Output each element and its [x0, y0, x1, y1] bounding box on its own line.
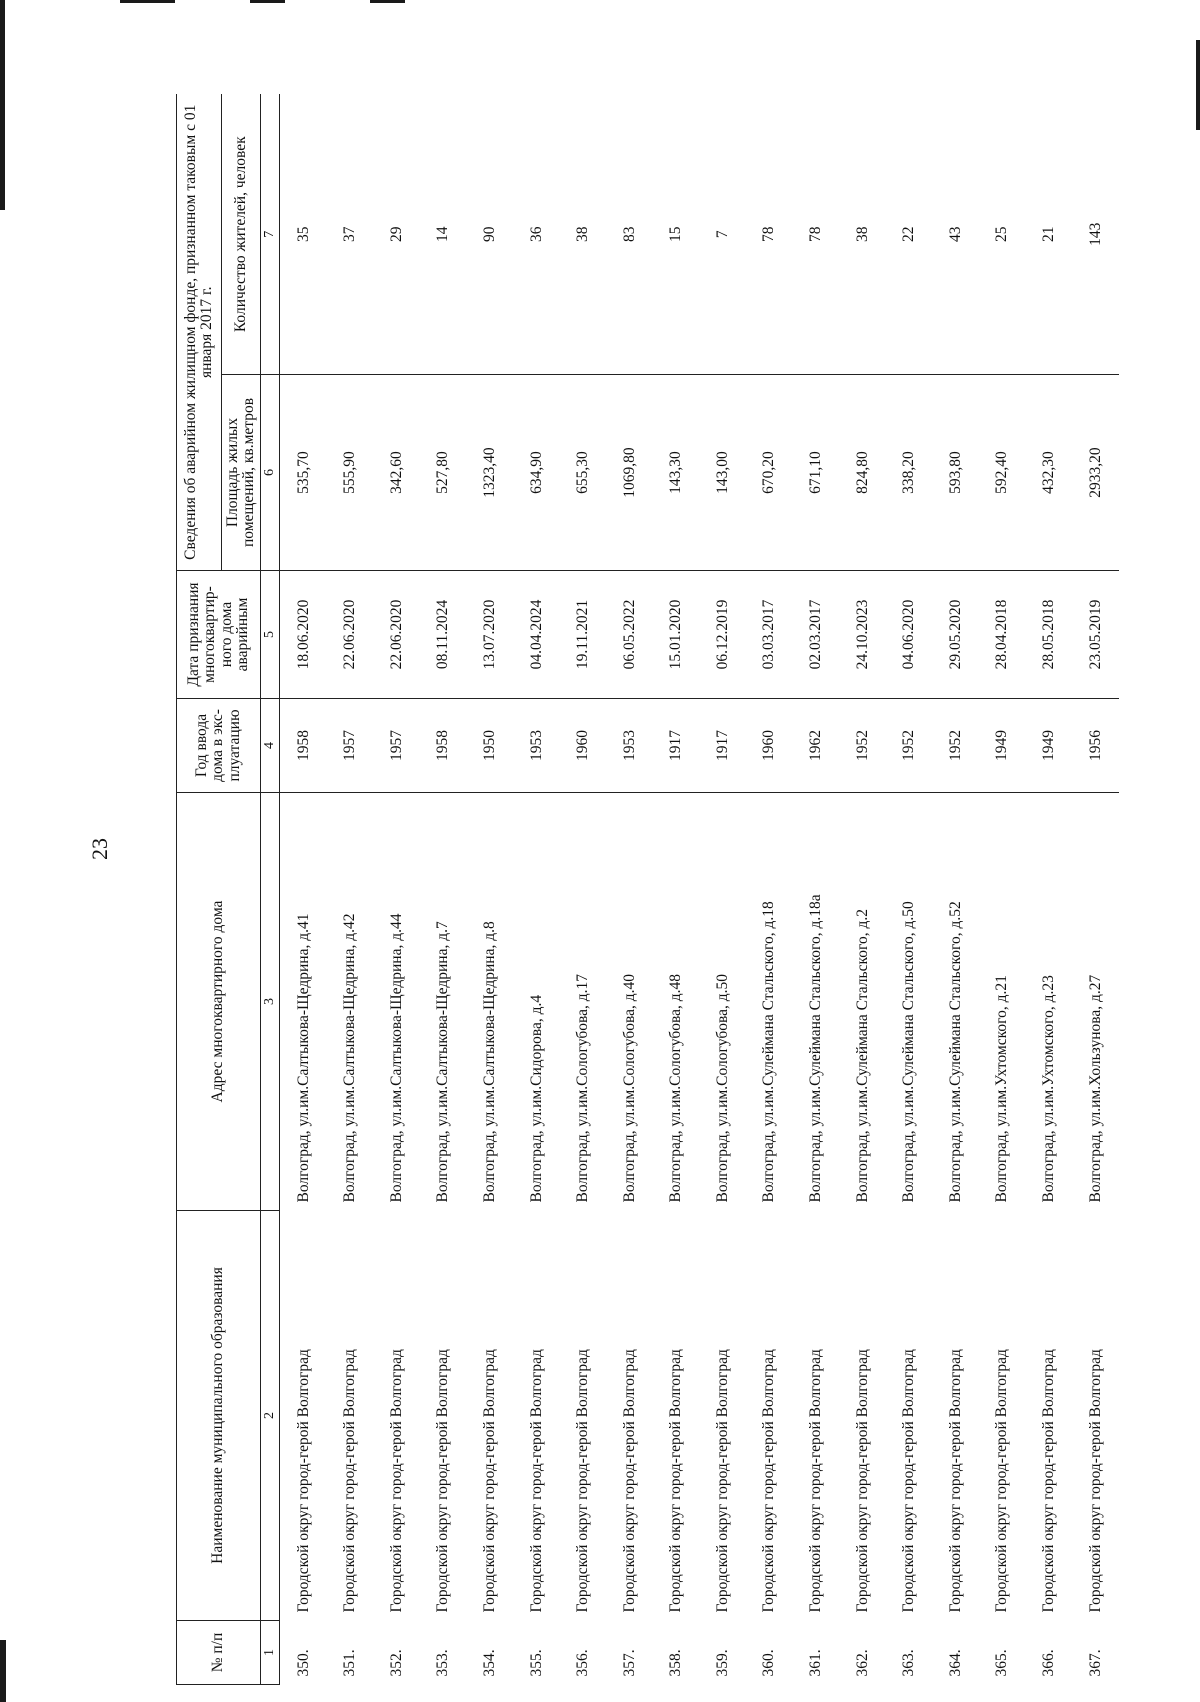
- address-cell: Волгоград, ул.им.Сидорова, д.4: [513, 793, 560, 1211]
- address-cell: Волгоград, ул.им.Сулеймана Стальского, д.18: [746, 793, 793, 1211]
- area-cell: 670,20: [746, 375, 793, 571]
- scan-edge-mark: [1196, 40, 1200, 130]
- municipality-cell: Городской округ город-герой Волгоград: [993, 1349, 1011, 1613]
- table-row: [699, 94, 746, 1684]
- row-number: 356.: [574, 1649, 592, 1677]
- area-cell: 342,60: [373, 375, 420, 571]
- year-cell: 1950: [466, 699, 513, 793]
- address-cell: Волгоград, ул.им.Салтыкова-Щедрина, д.8: [466, 793, 513, 1211]
- row-number: 364.: [946, 1649, 964, 1677]
- address-cell: Волгоград, ул.им.Сулеймана Стальского, д.50: [886, 793, 933, 1211]
- table-row: [653, 94, 700, 1684]
- municipality-cell: Городской округ город-герой Волгоград: [527, 1349, 545, 1613]
- year-cell: 1962: [793, 699, 840, 793]
- date-cell: 29.05.2020: [932, 571, 979, 699]
- header-municipality: Наименование муниципального образования: [177, 1211, 261, 1621]
- date-cell: 22.06.2020: [327, 571, 374, 699]
- table-row: [327, 94, 374, 1684]
- table-body: [280, 94, 1119, 1684]
- table-row: [979, 94, 1026, 1684]
- table-row: [932, 94, 979, 1684]
- address-cell: Волгоград, ул.им.Сулеймана Стальского, д.52: [932, 793, 979, 1211]
- scan-edge-mark: [120, 0, 175, 3]
- column-number: 7: [261, 94, 280, 374]
- residents-cell: 37: [341, 226, 359, 242]
- row-number: 353.: [434, 1649, 452, 1677]
- municipality-cell: Городской округ город-герой Волгоград: [760, 1349, 778, 1613]
- residents-cell: 90: [480, 226, 498, 242]
- year-cell: 1952: [839, 699, 886, 793]
- row-number: 357.: [620, 1649, 638, 1677]
- date-cell: 23.05.2019: [1072, 571, 1119, 699]
- row-number: 365.: [993, 1649, 1011, 1677]
- address-cell: Волгоград, ул.им.Ухтомского, д.23: [1026, 793, 1073, 1211]
- area-cell: 2933,20: [1072, 375, 1119, 571]
- municipality-cell: Городской округ город-герой Волгоград: [853, 1349, 871, 1613]
- row-number: 355.: [527, 1649, 545, 1677]
- municipality-cell: Городской округ город-герой Волгоград: [480, 1349, 498, 1613]
- residents-cell: 14: [434, 226, 452, 242]
- scan-edge-mark: [0, 0, 5, 210]
- column-number: 5: [261, 571, 280, 699]
- residents-cell: 83: [620, 226, 638, 242]
- row-number: 359.: [713, 1649, 731, 1677]
- scan-edge-mark: [370, 0, 405, 3]
- address-cell: Волгоград, ул.им.Хользунова, д.27: [1072, 793, 1119, 1211]
- row-number: 354.: [480, 1649, 498, 1677]
- scan-edge-mark: [250, 0, 285, 3]
- address-cell: Волгоград, ул.им.Ухтомского, д.21: [979, 793, 1026, 1211]
- row-number: 363.: [900, 1649, 918, 1677]
- table-row: [560, 94, 607, 1684]
- date-cell: 04.06.2020: [886, 571, 933, 699]
- address-cell: Волгоград, ул.им.Салтыкова-Щедрина, д.44: [373, 793, 420, 1211]
- year-cell: 1949: [979, 699, 1026, 793]
- residents-cell: 43: [946, 226, 964, 242]
- year-cell: 1957: [373, 699, 420, 793]
- residents-cell: 21: [1040, 226, 1058, 242]
- row-number: 360.: [760, 1649, 778, 1677]
- table-row: [606, 94, 653, 1684]
- area-cell: 592,40: [979, 375, 1026, 571]
- date-cell: 13.07.2020: [466, 571, 513, 699]
- year-cell: 1917: [653, 699, 700, 793]
- date-cell: 04.04.2024: [513, 571, 560, 699]
- residents-cell: 29: [387, 226, 405, 242]
- table-row: [280, 94, 327, 1684]
- rotated-table-container: [176, 95, 1119, 1685]
- address-cell: Волгоград, ул.им.Сулеймана Стальского, д.18а: [793, 793, 840, 1211]
- column-number: 4: [261, 699, 280, 793]
- municipality-cell: Городской округ город-герой Волгоград: [807, 1349, 825, 1613]
- residents-cell: 35: [294, 226, 312, 242]
- municipality-cell: Городской округ город-герой Волгоград: [434, 1349, 452, 1613]
- year-cell: 1960: [560, 699, 607, 793]
- row-number: 350.: [294, 1649, 312, 1677]
- column-number: 1: [261, 1621, 280, 1685]
- date-cell: 24.10.2023: [839, 571, 886, 699]
- address-cell: Волгоград, ул.им.Салтыкова-Щедрина, д.42: [327, 793, 374, 1211]
- area-cell: 535,70: [280, 375, 327, 571]
- residents-cell: 25: [993, 226, 1011, 242]
- row-number: 361.: [807, 1649, 825, 1677]
- residents-cell: 7: [713, 230, 731, 239]
- header-area: Площадь жилых помещений, кв.метров: [222, 375, 261, 571]
- date-cell: 06.05.2022: [606, 571, 653, 699]
- municipality-cell: Городской округ город-герой Волгоград: [574, 1349, 592, 1613]
- table-row: [373, 94, 420, 1684]
- area-cell: 555,90: [327, 375, 374, 571]
- column-number: 2: [261, 1211, 280, 1621]
- date-cell: 06.12.2019: [699, 571, 746, 699]
- year-cell: 1949: [1026, 699, 1073, 793]
- column-number: 6: [261, 375, 280, 571]
- year-cell: 1917: [699, 699, 746, 793]
- page-number: 23: [87, 838, 112, 860]
- address-cell: Волгоград, ул.им.Салтыкова-Щедрина, д.41: [280, 793, 327, 1211]
- residents-cell: 78: [807, 226, 825, 242]
- area-cell: 338,20: [886, 375, 933, 571]
- area-cell: 1069,80: [606, 375, 653, 571]
- table-row: [1072, 94, 1119, 1684]
- municipality-cell: Городской округ город-герой Волгоград: [1086, 1349, 1104, 1613]
- area-cell: 432,30: [1026, 375, 1073, 571]
- row-number: 366.: [1040, 1649, 1058, 1677]
- date-cell: 19.11.2021: [560, 571, 607, 699]
- municipality-cell: Городской округ город-герой Волгоград: [294, 1349, 312, 1613]
- row-number: 362.: [853, 1649, 871, 1677]
- emergency-housing-table: [176, 94, 1119, 1685]
- municipality-cell: Городской округ город-герой Волгоград: [667, 1349, 685, 1613]
- year-cell: 1958: [420, 699, 467, 793]
- header-emergency-group: Сведения об аварийном жилищном фонде, признанном таковым с 01 января 2017 г.: [177, 94, 222, 570]
- municipality-cell: Городской округ город-герой Волгоград: [387, 1349, 405, 1613]
- area-cell: 143,00: [699, 375, 746, 571]
- date-cell: 28.04.2018: [979, 571, 1026, 699]
- header-address: Адрес многоквартирного дома: [177, 793, 261, 1211]
- table-row: [839, 94, 886, 1684]
- municipality-cell: Городской округ город-герой Волгоград: [341, 1349, 359, 1613]
- table-row: [886, 94, 933, 1684]
- date-cell: 03.03.2017: [746, 571, 793, 699]
- address-cell: Волгоград, ул.им.Салтыкова-Щедрина, д.7: [420, 793, 467, 1211]
- header-number: № п/п: [177, 1621, 261, 1685]
- municipality-cell: Городской округ город-герой Волгоград: [1040, 1349, 1058, 1613]
- header-date: Дата признания многоквартир-ного дома аварийным: [177, 571, 261, 699]
- year-cell: 1958: [280, 699, 327, 793]
- row-number: 367.: [1086, 1649, 1104, 1677]
- year-cell: 1957: [327, 699, 374, 793]
- residents-cell: 143: [1086, 222, 1104, 246]
- year-cell: 1953: [606, 699, 653, 793]
- scan-edge-mark: [0, 1640, 6, 1702]
- municipality-cell: Городской округ город-герой Волгоград: [946, 1349, 964, 1613]
- residents-cell: 15: [667, 226, 685, 242]
- table-row: [793, 94, 840, 1684]
- header-year: Год ввода дома в экс-плуатацию: [177, 699, 261, 793]
- municipality-cell: Городской округ город-герой Волгоград: [620, 1349, 638, 1613]
- residents-cell: 78: [760, 226, 778, 242]
- year-cell: 1960: [746, 699, 793, 793]
- table-row: [746, 94, 793, 1684]
- address-cell: Волгоград, ул.им.Сологубова, д.40: [606, 793, 653, 1211]
- year-cell: 1953: [513, 699, 560, 793]
- date-cell: 22.06.2020: [373, 571, 420, 699]
- area-cell: 527,80: [420, 375, 467, 571]
- year-cell: 1952: [886, 699, 933, 793]
- area-cell: 655,30: [560, 375, 607, 571]
- residents-cell: 38: [574, 226, 592, 242]
- table-row: [1026, 94, 1073, 1684]
- area-cell: 1323,40: [466, 375, 513, 571]
- area-cell: 143,30: [653, 375, 700, 571]
- table-row: [466, 94, 513, 1684]
- address-cell: Волгоград, ул.им.Сологубова, д.50: [699, 793, 746, 1211]
- area-cell: 593,80: [932, 375, 979, 571]
- area-cell: 671,10: [793, 375, 840, 571]
- date-cell: 28.05.2018: [1026, 571, 1073, 699]
- table-row: [513, 94, 560, 1684]
- date-cell: 02.03.2017: [793, 571, 840, 699]
- column-number: 3: [261, 793, 280, 1211]
- address-cell: Волгоград, ул.им.Сологубова, д.48: [653, 793, 700, 1211]
- date-cell: 18.06.2020: [280, 571, 327, 699]
- date-cell: 15.01.2020: [653, 571, 700, 699]
- residents-cell: 22: [900, 226, 918, 242]
- municipality-cell: Городской округ город-герой Волгоград: [713, 1349, 731, 1613]
- row-number: 351.: [341, 1649, 359, 1677]
- column-number-row: [261, 94, 280, 1684]
- year-cell: 1956: [1072, 699, 1119, 793]
- date-cell: 08.11.2024: [420, 571, 467, 699]
- row-number: 352.: [387, 1649, 405, 1677]
- table-row: [420, 94, 467, 1684]
- header-residents: Количество жителей, человек: [222, 94, 261, 374]
- residents-cell: 38: [853, 226, 871, 242]
- address-cell: Волгоград, ул.им.Сулеймана Стальского, д.2: [839, 793, 886, 1211]
- row-number: 358.: [667, 1649, 685, 1677]
- address-cell: Волгоград, ул.им.Сологубова, д.17: [560, 793, 607, 1211]
- area-cell: 824,80: [839, 375, 886, 571]
- municipality-cell: Городской округ город-герой Волгоград: [900, 1349, 918, 1613]
- area-cell: 634,90: [513, 375, 560, 571]
- residents-cell: 36: [527, 226, 545, 242]
- year-cell: 1952: [932, 699, 979, 793]
